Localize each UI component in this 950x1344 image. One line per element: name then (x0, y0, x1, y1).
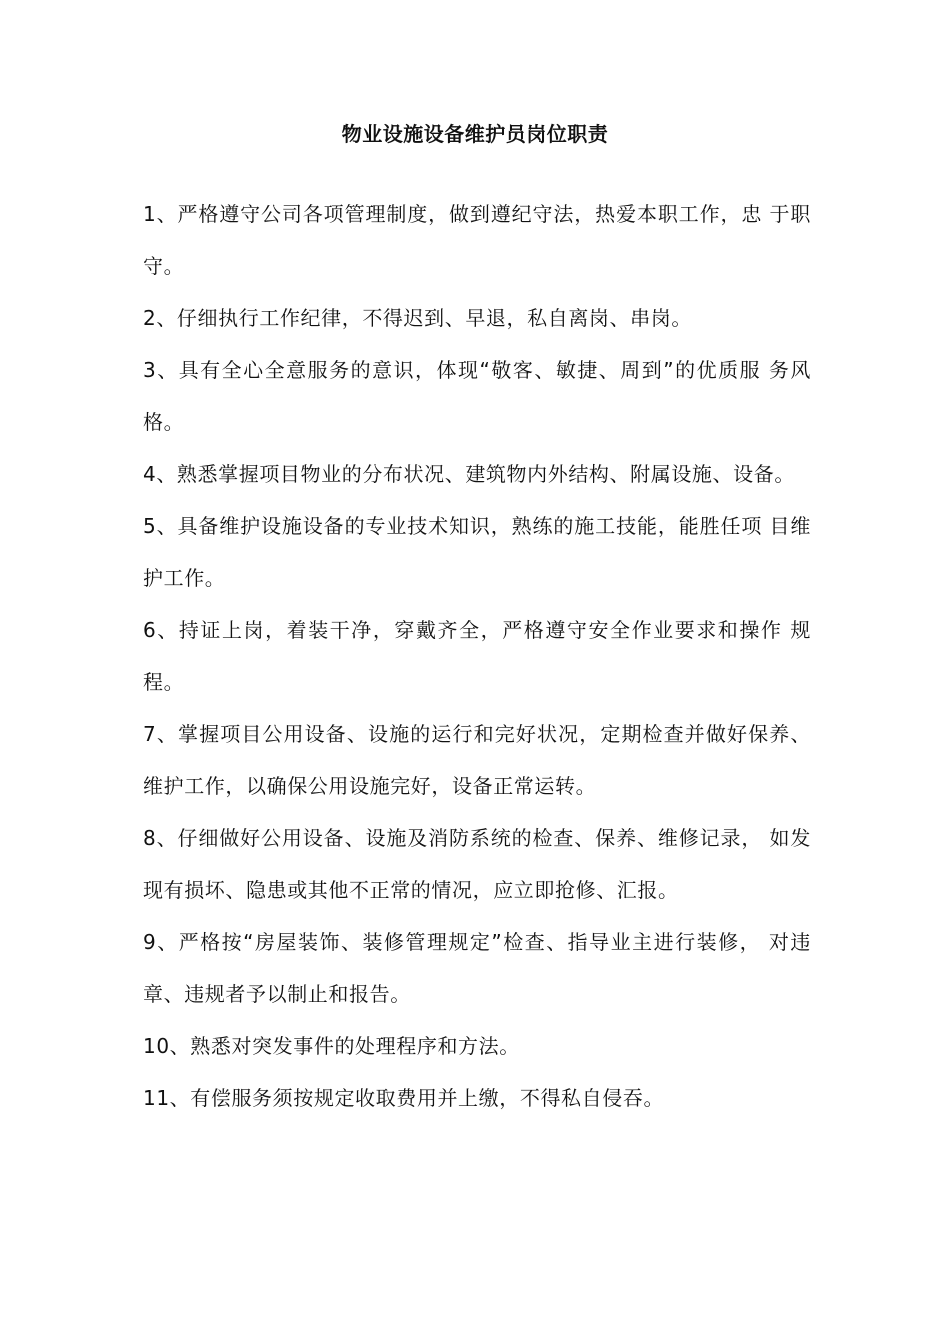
duty-item-11: 11、有偿服务须按规定收取费用并上缴，不得私自侵吞。 (143, 1086, 665, 1110)
duty-list (143, 188, 811, 1124)
duty-item-4: 4、熟悉掌握项目物业的分布状况、建筑物内外结构、附属设施、设备。 (143, 462, 795, 486)
duty-item-1: 1、严格遵守公司各项管理制度，做到遵纪守法，热爱本职工作，忠 于职守。 (143, 202, 811, 278)
duty-item-2: 2、仔细执行工作纪律，不得迟到、早退，私自离岗、串岗。 (143, 306, 692, 330)
duty-item-5: 5、具备维护设施设备的专业技术知识，熟练的施工技能，能胜任项 目维护工作。 (143, 514, 811, 590)
duty-item-7: 7、掌握项目公用设备、设施的运行和完好状况，定期检查并做好保养、维护工作，以确保公用设施完好，设备正常运转。 (143, 722, 811, 798)
duty-item-6: 6、持证上岗，着装干净，穿戴齐全，严格遵守安全作业要求和操作 规程。 (143, 618, 811, 694)
duty-item-3: 3、具有全心全意服务的意识，体现“敬客、敏捷、周到”的优质服 务风格。 (143, 358, 811, 434)
duty-item-8: 8、仔细做好公用设备、设施及消防系统的检查、保养、维修记录， 如发现有损坏、隐患或其他不正常的情况，应立即抢修、汇报。 (143, 826, 811, 902)
duty-item-9: 9、严格按“房屋装饰、装修管理规定”检查、指导业主进行装修， 对违章、违规者予以制止和报告。 (143, 930, 811, 1006)
document-title: 物业设施设备维护员岗位职责 (341, 122, 609, 146)
duty-item-10: 10、熟悉对突发事件的处理程序和方法。 (143, 1034, 520, 1058)
